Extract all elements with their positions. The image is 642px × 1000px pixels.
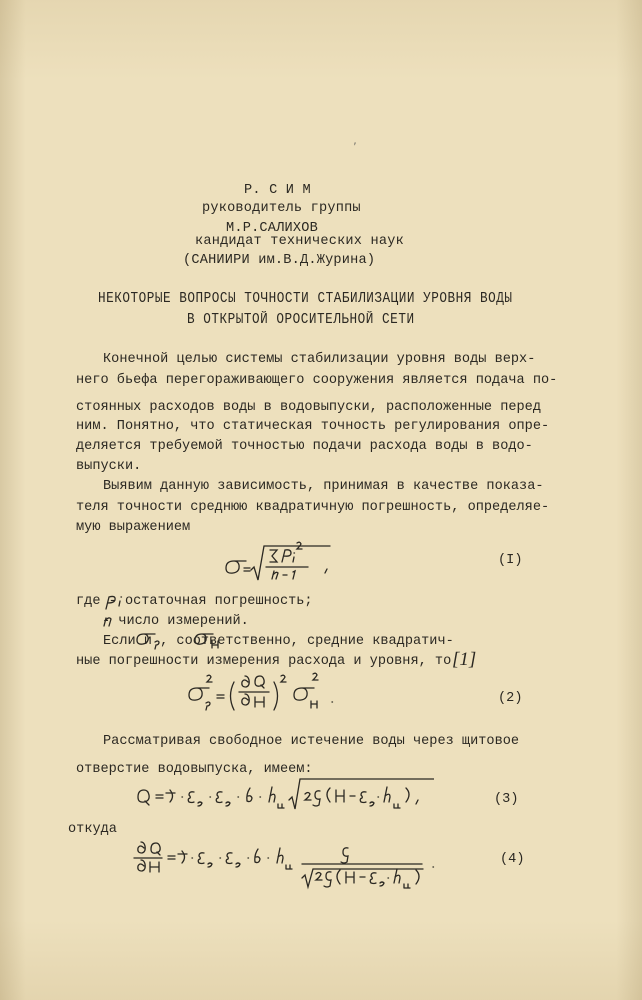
institution: (САНИИРИ им.В.Д.Журина) [183,253,376,268]
author1-role: руководитель группы [202,201,361,216]
p3-line-1: Если и , соответственно, средние квадратич- [103,634,454,649]
p4-line-2: отверстие водовыпуска, имеем: [76,762,313,777]
equation-2-label: (2) [498,691,523,706]
p2-line-2: теля точности среднюю квадратичную погрешность, определяе- [76,500,550,515]
equation-1-label: (I) [498,553,523,568]
equation-3 [134,778,434,816]
author2-name: М.Р.САЛИХОВ [226,221,318,236]
author2-role: кандидат технических наук [195,234,404,249]
where-line-1: где - остаточная погрешность; [76,594,313,609]
equation-1 [224,540,344,588]
equation-2 [186,668,356,718]
sigma-q-symbol [135,628,165,650]
p3-line-2: ные погрешности измерения расхода и уровня, то [76,654,452,669]
p4-line-1: Рассматривая свободное истечение воды через щитовое [103,734,520,749]
p1-line-6: выпуски. [76,459,142,474]
equation-4 [130,838,440,896]
p1-line-3: стоянных расходов воды в водовыпуски, расположенные перед [76,400,541,415]
title-line-2: В ОТКРЫТОЙ ОРОСИТЕЛЬНОЙ СЕТИ [187,312,415,328]
author1-name: Р. С И М [244,183,311,198]
otkuda-word: откуда [68,822,117,837]
equation-4-label: (4) [500,852,525,867]
p1-line-2: него бьефа перегораживающего сооружения является подача по- [76,373,558,388]
p1-line-4: ним. Понятно, что статическая точность регулирования опре- [76,419,550,434]
pen-mark: ' [353,139,356,153]
p1-line-5: деляется требуемой точностью подачи расхода воды в водо- [76,439,533,454]
n-symbol [100,612,116,630]
where-line-2: - число измерений. [102,614,249,629]
sigma-h-symbol [193,628,223,650]
equation-3-label: (3) [494,792,519,807]
p-i-symbol [100,591,128,611]
reference-1: [1] [452,649,477,670]
p2-line-1: Выявим данную зависимость, принимая в качестве показа- [103,479,544,494]
p2-line-3: мую выражением [76,520,191,535]
p1-line-1: Конечной целью системы стабилизации уровня воды верх- [103,352,536,367]
title-line-1: НЕКОТОРЫЕ ВОПРОСЫ ТОЧНОСТИ СТАБИЛИЗАЦИИ УРОВНЯ ВОДЫ [98,291,513,307]
